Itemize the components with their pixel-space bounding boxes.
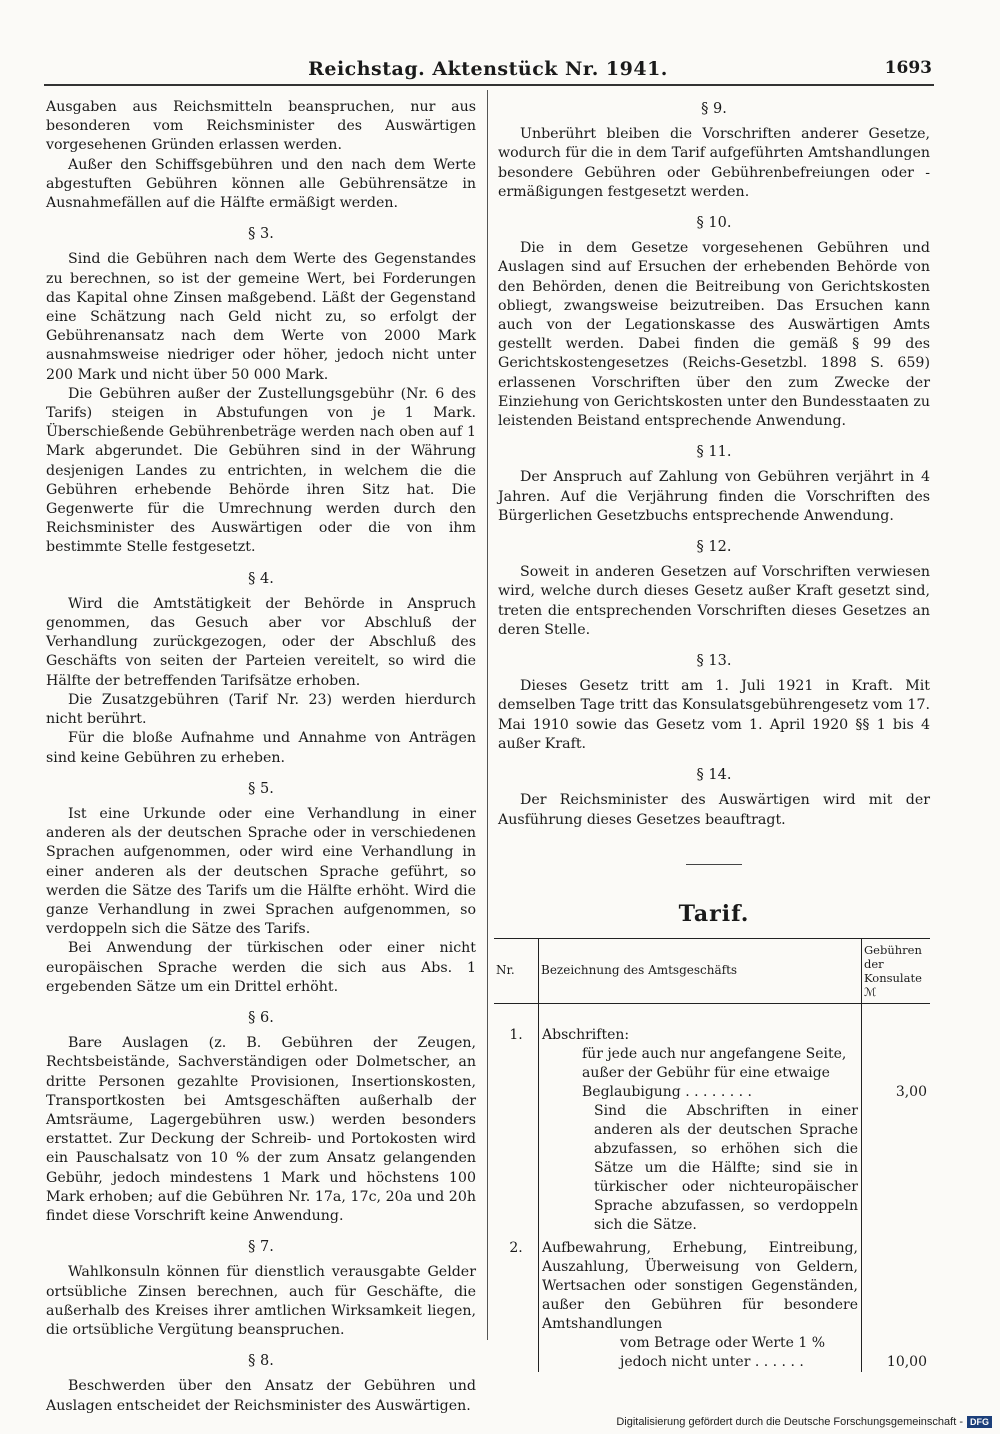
column-divider (487, 90, 488, 1340)
row-number: 2. (494, 1235, 539, 1372)
row-line: vom Betrage oder Werte 1 % (620, 1334, 826, 1351)
tarif-table (494, 938, 930, 1372)
row-description (539, 1003, 862, 1235)
paragraph: Der Anspruch auf Zahlung von Gebühren verjährt in 4 Jahren. Auf die Verjährung finden die Vorschriften des Bürgerlichen Gesetzbuchs entsprechende Anwendung. (498, 469, 930, 524)
row-line: Beglaubigung . . . . . . . . (582, 1083, 752, 1100)
row-amount-cell (862, 1235, 931, 1372)
paragraph: Beschwerden über den Ansatz der Gebühren und Auslagen entscheidet der Reichsminister des Auswärtigen. (46, 1378, 476, 1414)
paragraph: Sind die Gebühren nach dem Werte des Gegenstandes zu berechnen, so ist der gemeine Wert, bei Forderungen das Kapital ohne Zinsen maßgebend. Läßt der Gegenstand eine Schätzung nach Geld nicht zu, so erfolgt der Gebührenansatz nach dem Werte von 2000 Mark ausnahmsweise niedriger oder höher, jedoch nicht unter 200 Mark und nicht über 50 000 Mark. (46, 251, 476, 383)
table-header-row (494, 938, 930, 1003)
footer-text: Digitalisierung gefördert durch die Deutsche Forschungsgemeinschaft - (616, 1416, 963, 1428)
dfg-logo-icon: DFG (967, 1416, 992, 1428)
paragraph: Ist eine Urkunde oder eine Verhandlung in einer anderen als der deutschen Sprache oder in verschiedenen Sprachen aufgenommen, oder wird eine Verhandlung in einer anderen als der deutschen Sprache geführt, so werden die Sätze des Tarifs um die Hälfte erhöht. Wird die ganze Verhandlung in zwei Sprachen aufgenommen, so verdoppeln sich die Sätze des Tarifs. (46, 805, 476, 938)
paragraph: Unberührt bleiben die Vorschriften anderer Gesetze, wodurch für die in dem Tarif aufgeführten Amtshandlungen besondere Gebühren oder Gebührenbefreiungen oder -ermäßigungen festgesetzt werden. (498, 126, 930, 200)
header-rule (44, 84, 934, 86)
tarif-title: Tarif. (678, 900, 750, 927)
column-header-gebuehren (862, 938, 931, 1003)
column-header-nr: Nr. (494, 938, 539, 1003)
header-line: Gebühren (864, 942, 922, 957)
section-heading: § 10. (696, 215, 732, 232)
section-heading: § 9. (701, 101, 727, 117)
row-amount-cell (862, 1003, 931, 1235)
page-number: 1693 (884, 58, 932, 78)
table-row (494, 1235, 930, 1372)
row-line: für jede auch nur angefangene Seite, (582, 1045, 847, 1062)
paragraph: Für die bloße Aufnahme und Annahme von Anträgen sind keine Gebühren zu erheben. (46, 730, 476, 766)
paragraph: Wird die Amtstätigkeit der Behörde in Anspruch genommen, das Gesuch aber vor Abschluß der Verhandlung zurückgezogen, oder der Abschluß des Geschäfts von seiten der Parteien vereitelt, so wird die Hälfte der betreffenden Tarifsätze erhoben. (46, 595, 476, 689)
row-description (539, 1235, 862, 1372)
footer-credit (616, 1416, 992, 1428)
row-amount: 10,00 (886, 1353, 927, 1370)
page-header (44, 58, 932, 84)
currency-symbol: ℳ (864, 984, 877, 999)
header-line: Konsulate (864, 970, 922, 985)
paragraph: Die Zusatzgebühren (Tarif Nr. 23) werden hierdurch nicht berührt. (46, 691, 476, 728)
section-heading: § 8. (248, 1353, 274, 1370)
paragraph: Bei Anwendung der türkischen oder einer nicht europäischen Sprache werden die sich aus Abs. 1 ergebenden Sätze um ein Drittel erhöht. (46, 940, 476, 995)
section-heading: § 6. (248, 1009, 274, 1026)
section-heading: § 11. (696, 444, 732, 461)
page-title: Reichstag. Aktenstück Nr. 1941. (308, 58, 668, 80)
paragraph: Der Reichsminister des Auswärtigen wird mit der Ausführung dieses Gesetzes beauftragt. (498, 792, 930, 828)
paragraph: Bare Auslagen (z. B. Gebühren der Zeugen, Rechtsbeistände, Sachverständigen oder Dolmetscher, an dritte Personen gezahlte Provisionen, Insertionskosten, Transportkosten bei Amtsgeschäften außerhalb der Amtsräume, Lagergebühren usw.) werden besonders erstattet. Zur Deckung der Schreib- und Portokosten wird ein Pauschalsatz von 10 % der zum Ansatz gelangenden Gebühr, jedoch mindestens 1 Mark und höchstens 100 Mark erhoben; auf die Gebühren Nr. 17a, 17c, 20a und 20h findet diese Vorschrift keine Anwendung. (46, 1035, 476, 1224)
row-line: Aufbewahrung, Erhebung, Eintreibung, Auszahlung, Überweisung von Geldern, Wertsachen oder sonstigen Gegenständen, außer den Gebühren für besondere Amtshandlungen (542, 1239, 858, 1332)
section-heading: § 12. (696, 539, 732, 556)
paragraph: Dieses Gesetz tritt am 1. Juli 1921 in Kraft. Mit demselben Tage tritt das Konsulatsgebührengesetz vom 17. Mai 1910 sowie das Gesetz vom 1. April 1920 §§ 1 bis 4 außer Kraft. (498, 678, 930, 752)
paragraph: Die in dem Gesetze vorgesehenen Gebühren und Auslagen sind auf Ersuchen der erhebenden Behörde von den Behörden, denen die Beitreibung von Gerichtskosten obliegt, zwangsweise beizutreiben. Das Ersuchen kann auch von der Legationskasse des Auswärtigen Amts gestellt werden. Dabei finden die gemäß § 99 des Gerichtskostengesetzes (Reichs-Gesetzbl. 1898 S. 659) erlassenen Vorschriften über den zum Zwecke der Einziehung von Gerichtskosten unter den Bundesstaaten zu leistenden Beistand entsprechende Anwendung. (498, 240, 930, 430)
right-column (498, 98, 930, 1372)
paragraph: Ausgaben aus Reichsmitteln beanspruchen, nur aus besonderen vom Reichsminister des Auswärtigen vorgesehenen Gründen erlassen werden. (46, 99, 476, 154)
paragraph: Außer den Schiffsgebühren und den nach dem Werte abgestuften Gebühren können alle Gebührensätze in Ausnahmefällen auf die Hälfte ermäßigt werden. (46, 156, 476, 212)
row-line: jedoch nicht unter . . . . . . (620, 1353, 804, 1370)
paragraph: Die Gebühren außer der Zustellungsgebühr (Nr. 6 des Tarifs) steigen in Abstufungen von je 1 Mark. Überschießende Gebührenbeträge werden nach oben auf 1 Mark abgerundet. Die Gebühren sind in der Währung desjenigen Landes zu entrichten, in welchem die die Gebühren erhebende Behörde ihren Sitz hat. Die Gegenwerte für die Umrechnung werden durch den Reichsminister des Auswärtigen oder die von ihm bestimmte Stelle festgesetzt. (46, 385, 476, 556)
section-heading: § 5. (248, 780, 274, 797)
section-heading: § 13. (696, 653, 732, 670)
row-line: Abschriften: (542, 1026, 630, 1043)
row-amount: 3,00 (895, 1083, 927, 1100)
column-header-bezeichnung: Bezeichnung des Amtsgeschäfts (539, 938, 862, 1003)
section-heading: § 7. (248, 1239, 274, 1256)
header-line: der (864, 956, 884, 971)
paragraph: Soweit in anderen Gesetzen auf Vorschriften verwiesen wird, welche durch dieses Gesetz außer Kraft gesetzt sind, treten die entsprechenden Vorschriften dieses Gesetzes an deren Stelle. (498, 564, 930, 638)
left-column (46, 98, 476, 1416)
row-number: 1. (494, 1003, 539, 1235)
section-heading: § 4. (248, 570, 274, 587)
table-row (494, 1003, 930, 1235)
paragraph: Wahlkonsuln können für dienstlich verausgabte Gelder ortsübliche Zinsen berechnen, auch für Geschäfte, die außerhalb des Kreises ihrer amtlichen Wirksamkeit liegen, die ortsübliche Vergütung beanspruchen. (46, 1264, 476, 1338)
section-heading: § 3. (248, 226, 274, 243)
row-line: Sind die Abschriften in einer anderen als der deutschen Sprache abzufassen, so erhöhen sich die Sätze um die Hälfte; sind sie in türkischer oder nichteuropäischer Sprache abzufassen, so verdoppeln sich die Sätze. (594, 1102, 858, 1233)
separator-rule (686, 864, 742, 865)
row-line: außer der Gebühr für eine etwaige (582, 1064, 830, 1081)
section-heading: § 14. (696, 767, 732, 784)
